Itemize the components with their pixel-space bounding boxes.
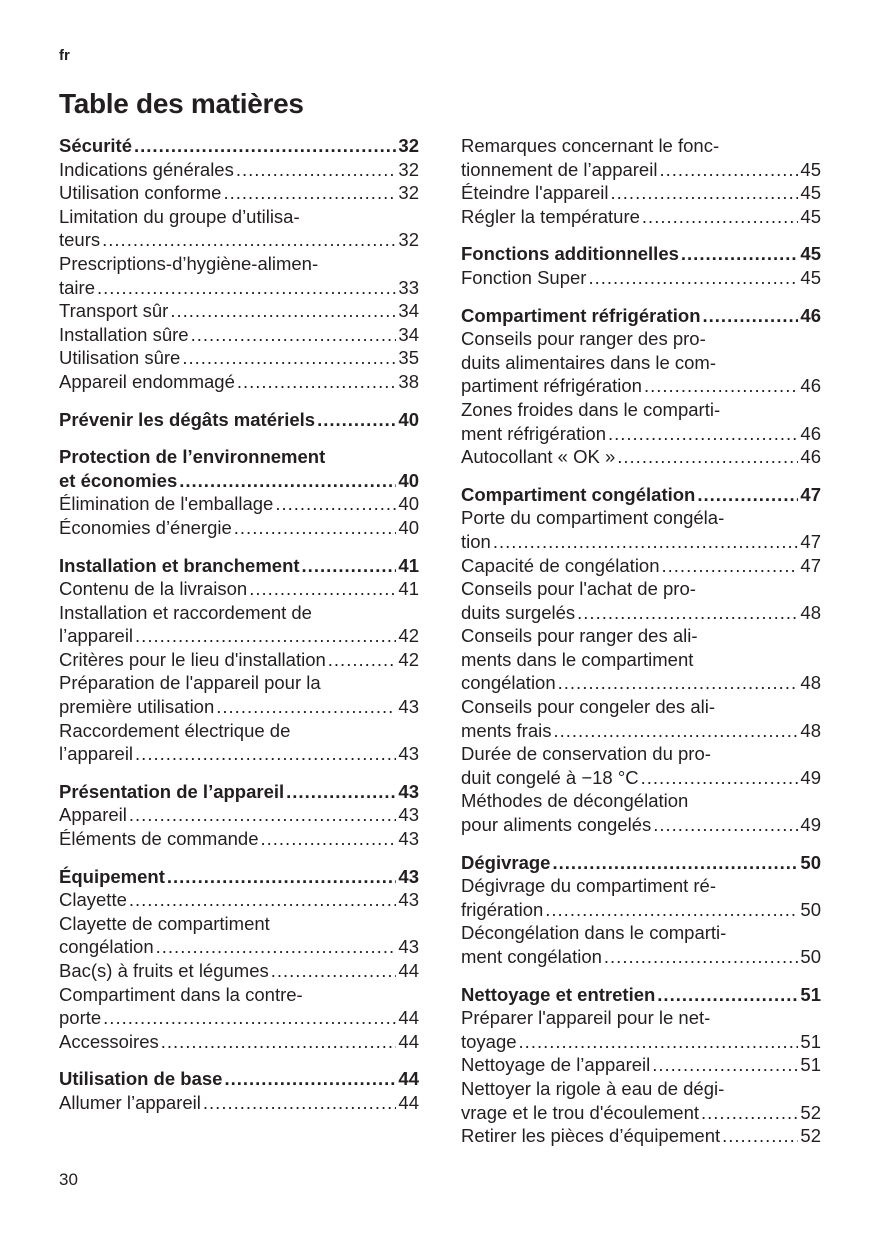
toc-entry-text: ment réfrigération (461, 422, 606, 444)
toc-entry-line[interactable]: Limitation du groupe d’utilisa- (59, 205, 300, 227)
dot-leader (236, 158, 397, 182)
dot-leader (179, 469, 396, 493)
toc-page-number: 32 (398, 135, 419, 156)
toc-heading[interactable] (59, 1067, 419, 1091)
toc-entry-text: Compartiment réfrigération (461, 304, 701, 326)
toc-entry-line[interactable]: Prescriptions-d’hygiène-alimen- (59, 252, 319, 274)
toc-entry[interactable] (461, 601, 821, 625)
toc-page-number: 47 (800, 483, 821, 505)
toc-entry[interactable] (461, 266, 821, 290)
toc-section (461, 242, 821, 289)
toc-entry-text: duit congelé à −18 °C (461, 766, 639, 788)
dot-leader (328, 648, 397, 672)
toc-heading[interactable] (59, 469, 419, 493)
toc-page-number: 50 (800, 898, 821, 920)
toc-entry-text: tion (461, 530, 491, 552)
toc-page-number: 44 (398, 1007, 419, 1029)
toc-section (59, 780, 419, 851)
toc-entry-text: Prévenir les dégâts matériels (59, 408, 316, 430)
toc-entry-text: Éléments de commande (59, 828, 259, 850)
toc-page-number: 32 (398, 182, 419, 204)
toc-heading[interactable] (461, 304, 821, 328)
toc-page-number: 51 (800, 983, 821, 1005)
toc-entry-text: Bac(s) à fruits et légumes (59, 960, 269, 981)
toc-page-number: 49 (800, 814, 821, 836)
toc-entry-text: toyage (461, 1030, 517, 1052)
toc-entry[interactable] (59, 695, 419, 719)
toc-heading[interactable] (59, 865, 419, 889)
toc-page-number: 48 (800, 719, 821, 741)
dot-leader (302, 554, 397, 578)
toc-heading[interactable] (59, 554, 419, 578)
toc-entry-line[interactable]: Préparation de l'appareil pour la (59, 672, 321, 694)
toc-page-number: 34 (398, 323, 419, 345)
toc-section (461, 483, 821, 837)
dot-leader (317, 408, 396, 432)
toc-section (461, 983, 821, 1148)
toc-entry-text: Installation et branchement (59, 554, 300, 576)
toc-entry-line[interactable]: Raccordement électrique de (59, 719, 291, 741)
toc-page-number: 43 (398, 804, 419, 826)
toc-entry-text: Présentation de l’appareil (59, 780, 285, 802)
toc-entry-line[interactable]: Porte du compartiment congéla- (461, 507, 725, 529)
toc-page-number: 46 (800, 422, 821, 444)
dot-leader (170, 299, 396, 323)
toc-entry-text: Nettoyage et entretien (461, 983, 656, 1005)
dot-leader (203, 1091, 397, 1115)
toc-entry-text: Compartiment congélation (461, 483, 696, 505)
toc-entry[interactable] (461, 945, 821, 969)
toc-entry-text: Transport sûr (59, 300, 169, 322)
toc-entry[interactable] (461, 530, 821, 554)
toc-section (59, 445, 419, 539)
toc-entry-text: Allumer l’appareil (59, 1091, 201, 1113)
toc-page-number: 40 (398, 469, 419, 491)
toc-page-number: 35 (398, 347, 419, 369)
toc-entry-text: Indications générales (59, 158, 234, 180)
toc-page-number: 45 (800, 243, 821, 265)
toc-page-number: 43 (398, 743, 419, 765)
dot-leader (234, 516, 397, 540)
dot-leader (237, 370, 397, 394)
dot-leader (129, 803, 397, 827)
toc-entry[interactable] (59, 1006, 419, 1030)
toc-page-number: 49 (800, 766, 821, 788)
toc-entry-text: Retirer les pièces d’équipement (461, 1125, 721, 1147)
toc-entry[interactable] (59, 1030, 419, 1054)
dot-leader (261, 827, 397, 851)
toc-page-number: 48 (800, 672, 821, 694)
dot-leader (271, 959, 397, 983)
dot-leader (657, 983, 798, 1007)
toc-entry-line[interactable]: duits alimentaires dans le com- (461, 351, 716, 373)
toc-entry[interactable] (461, 813, 821, 837)
toc-entry[interactable] (59, 577, 419, 601)
toc-page-number: 43 (398, 936, 419, 958)
toc-page-number: 48 (800, 601, 821, 623)
toc-heading[interactable] (461, 851, 821, 875)
toc-column-right (461, 134, 821, 1162)
dot-leader (224, 1067, 396, 1091)
dot-leader (558, 671, 799, 695)
toc-entry[interactable] (59, 888, 419, 912)
toc-page-number: 47 (800, 554, 821, 576)
toc-page-number: 46 (800, 375, 821, 397)
toc-page-number: 40 (398, 493, 419, 515)
toc-entry[interactable] (461, 445, 821, 469)
toc-entry-text: vrage et le trou d'écoulement (461, 1101, 700, 1123)
toc-section (59, 134, 419, 394)
toc-entry-text: Dégivrage (461, 851, 551, 873)
toc-entry-text: Capacité de congélation (461, 554, 660, 576)
toc-page-number: 51 (800, 1030, 821, 1052)
dot-leader (653, 813, 798, 837)
dot-leader (577, 601, 798, 625)
toc-entry-text: teurs (59, 229, 101, 251)
toc-entry[interactable] (59, 370, 419, 394)
dot-leader (167, 865, 397, 889)
toc-entry-text: l’appareil (59, 743, 134, 765)
toc-heading[interactable] (461, 983, 821, 1007)
toc-page-number: 32 (398, 229, 419, 251)
toc-entry-text: Utilisation conforme (59, 182, 222, 204)
dot-leader (659, 158, 798, 182)
toc-page-number: 38 (398, 370, 419, 392)
toc-entry-line[interactable]: Méthodes de décongélation (461, 790, 689, 812)
toc-page-number: 44 (398, 1091, 419, 1113)
dot-leader (553, 719, 798, 743)
dot-leader (604, 945, 799, 969)
toc-entry-line[interactable]: Installation et raccordement de (59, 601, 312, 623)
toc-entry[interactable] (59, 827, 419, 851)
toc-entry-text: tionnement de l’appareil (461, 158, 658, 180)
toc-heading[interactable] (59, 408, 419, 432)
toc-page-number: 44 (398, 960, 419, 981)
toc-page-number: 41 (398, 578, 419, 600)
toc-entry[interactable] (461, 554, 821, 578)
toc-entry-line[interactable]: Décongélation dans le comparti- (461, 922, 727, 944)
toc-entry[interactable] (59, 323, 419, 347)
toc-entry-text: Autocollant « OK » (461, 446, 616, 468)
dot-leader (134, 134, 396, 158)
toc-entry[interactable] (59, 959, 419, 983)
toc-entry-text: frigération (461, 898, 544, 920)
toc-page-number: 43 (398, 780, 419, 802)
dot-leader (493, 530, 799, 554)
toc-entry[interactable] (461, 1030, 821, 1054)
toc-section (59, 554, 419, 766)
toc-entry-text: Critères pour le lieu d'installation (59, 648, 326, 670)
toc-entry-text: Accessoires (59, 1030, 159, 1052)
language-code: fr (59, 47, 70, 64)
toc-entry[interactable] (59, 181, 419, 205)
toc-entry-line[interactable]: ments dans le compartiment (461, 648, 694, 670)
toc-page-number: 44 (398, 1068, 419, 1090)
toc-entry[interactable] (461, 898, 821, 922)
toc-entry-text: Clayette (59, 889, 127, 911)
toc-heading[interactable] (461, 242, 821, 266)
toc-page-number: 52 (800, 1101, 821, 1123)
page-number: 30 (59, 1170, 78, 1189)
toc-entry-line[interactable]: Conseils pour congeler des ali- (461, 696, 715, 718)
toc-entry-text: l’appareil (59, 625, 134, 647)
toc-entry-line[interactable]: Compartiment dans la contre- (59, 983, 303, 1005)
toc-entry-text: duits surgelés (461, 601, 576, 623)
toc-entry[interactable] (461, 1124, 821, 1148)
dot-leader (662, 554, 799, 578)
toc-page-number: 40 (398, 516, 419, 538)
toc-entry-text: Utilisation de base (59, 1068, 223, 1090)
toc-entry[interactable] (461, 1053, 821, 1077)
toc-entry-text: Éteindre l'appareil (461, 182, 609, 204)
toc-entry-line[interactable]: Remarques concernant le fonc- (461, 135, 720, 156)
toc-entry[interactable] (59, 1091, 419, 1115)
toc-page-number: 52 (800, 1125, 821, 1147)
toc-page-number: 46 (800, 304, 821, 326)
toc-entry-text: Appareil endommagé (59, 370, 235, 392)
toc-entry-line[interactable]: Durée de conservation du pro- (461, 743, 711, 765)
toc-section (59, 865, 419, 1054)
toc-entry-text: pour aliments congelés (461, 814, 652, 836)
toc-entry-text: et économies (59, 469, 178, 491)
page-title: Table des matières (59, 88, 304, 119)
toc-entry-line[interactable]: Nettoyer la rigole à eau de dégi- (461, 1077, 725, 1099)
toc-entry-text: Fonctions additionnelles (461, 243, 679, 265)
toc-page-number: 44 (398, 1030, 419, 1052)
toc-entry[interactable] (59, 492, 419, 516)
toc-page-number: 43 (398, 889, 419, 911)
dot-leader (617, 445, 798, 469)
dot-leader (644, 374, 798, 398)
toc-entry-text: Nettoyage de l’appareil (461, 1054, 651, 1076)
toc-entry[interactable] (461, 719, 821, 743)
toc-entry-text: congélation (461, 672, 556, 694)
toc-entry-line[interactable]: Clayette de compartiment (59, 912, 270, 934)
toc-entry[interactable] (461, 158, 821, 182)
dot-leader (156, 935, 397, 959)
toc-page-number: 32 (398, 158, 419, 180)
dot-leader (182, 346, 396, 370)
toc-page-number: 47 (800, 530, 821, 552)
dot-leader (611, 181, 799, 205)
toc-entry[interactable] (59, 803, 419, 827)
toc-page-number: 43 (398, 865, 419, 887)
dot-leader (135, 742, 396, 766)
dot-leader (681, 242, 799, 266)
toc-entry-line[interactable]: Zones froides dans le comparti- (461, 398, 721, 420)
dot-leader (191, 323, 397, 347)
toc-section (59, 408, 419, 432)
dot-leader (697, 483, 798, 507)
toc-page-number: 34 (398, 300, 419, 322)
toc-entry-text: congélation (59, 936, 154, 958)
toc-entry[interactable] (59, 276, 419, 300)
dot-leader (161, 1030, 397, 1054)
dot-leader (103, 1006, 396, 1030)
toc-entry-line[interactable]: Conseils pour ranger des pro- (461, 328, 706, 350)
toc-page-number: 46 (800, 446, 821, 468)
dot-leader (216, 695, 396, 719)
toc-section (59, 1067, 419, 1114)
dot-leader (701, 1101, 798, 1125)
dot-leader (652, 1053, 798, 1077)
dot-leader (722, 1124, 798, 1148)
toc-entry[interactable] (59, 228, 419, 252)
dot-leader (552, 851, 798, 875)
toc-entry-text: Appareil (59, 804, 127, 826)
toc-entry-text: Fonction Super (461, 266, 587, 288)
toc-page-number: 42 (398, 625, 419, 647)
dot-leader (102, 228, 396, 252)
toc-entry[interactable] (59, 299, 419, 323)
dot-leader (519, 1030, 799, 1054)
toc-entry-text: Élimination de l'emballage (59, 493, 274, 515)
toc-entry-text: Régler la température (461, 205, 640, 227)
toc-entry[interactable] (59, 648, 419, 672)
toc-page-number: 45 (800, 205, 821, 227)
toc-page-number: 50 (800, 946, 821, 967)
toc-heading[interactable] (59, 780, 419, 804)
toc-entry-text: Installation sûre (59, 323, 189, 345)
toc-entry[interactable] (59, 346, 419, 370)
toc-entry-line[interactable]: Conseils pour l'achat de pro- (461, 578, 696, 600)
dot-leader (703, 304, 799, 328)
dot-leader (129, 888, 397, 912)
toc-heading[interactable] (461, 483, 821, 507)
dot-leader (135, 624, 396, 648)
toc-entry-text: taire (59, 276, 95, 298)
dot-leader (223, 181, 396, 205)
toc-page-number: 43 (398, 828, 419, 850)
dot-leader (286, 780, 396, 804)
toc-heading-line[interactable]: Protection de l’environnement (59, 446, 326, 468)
toc-section (461, 851, 821, 969)
toc-entry-line[interactable]: Dégivrage du compartiment ré- (461, 875, 716, 897)
toc-entry-text: Utilisation sûre (59, 347, 181, 369)
toc-entry[interactable] (59, 742, 419, 766)
dot-leader (275, 492, 396, 516)
toc-page-number: 42 (398, 648, 419, 670)
toc-entry-text: première utilisation (59, 696, 215, 718)
toc-page-number: 41 (398, 554, 419, 576)
toc-column-left (59, 134, 419, 1129)
toc-entry[interactable] (59, 516, 419, 540)
toc-entry-text: ments frais (461, 719, 552, 741)
toc-page-number: 51 (800, 1054, 821, 1076)
toc-entry[interactable] (59, 624, 419, 648)
toc-entry-text: Économies d’énergie (59, 516, 232, 538)
toc-page-number: 33 (398, 276, 419, 298)
toc-entry[interactable] (59, 158, 419, 182)
toc-entry[interactable] (461, 205, 821, 229)
dot-leader (545, 898, 798, 922)
dot-leader (608, 422, 798, 446)
toc-entry-text: porte (59, 1007, 102, 1029)
toc-page-number: 50 (800, 851, 821, 873)
dot-leader (588, 266, 798, 290)
toc-page-number: 43 (398, 696, 419, 718)
dot-leader (641, 766, 799, 790)
toc-entry-line[interactable]: Conseils pour ranger des ali- (461, 625, 698, 647)
toc-entry[interactable] (461, 766, 821, 790)
toc-entry[interactable] (461, 181, 821, 205)
toc-entry-text: Sécurité (59, 135, 133, 156)
dot-leader (249, 577, 396, 601)
toc-page-number: 40 (398, 408, 419, 430)
toc-entry-text: partiment réfrigération (461, 375, 642, 397)
toc-entry-text: Contenu de la livraison (59, 578, 248, 600)
toc-page-number: 45 (800, 182, 821, 204)
dot-leader (642, 205, 799, 229)
toc-heading[interactable] (59, 134, 419, 158)
toc-page-number: 45 (800, 266, 821, 288)
dot-leader (97, 276, 396, 300)
toc-page-number: 45 (800, 158, 821, 180)
toc-entry-line[interactable]: Préparer l'appareil pour le net- (461, 1007, 711, 1029)
toc-section (461, 134, 821, 228)
toc-section (461, 304, 821, 469)
toc-entry-text: Équipement (59, 865, 165, 887)
toc-entry[interactable] (461, 671, 821, 695)
toc-entry[interactable] (461, 1101, 821, 1125)
toc-entry[interactable] (461, 374, 821, 398)
toc-entry[interactable] (59, 935, 419, 959)
toc-entry-text: ment congélation (461, 946, 602, 967)
toc-entry[interactable] (461, 422, 821, 446)
